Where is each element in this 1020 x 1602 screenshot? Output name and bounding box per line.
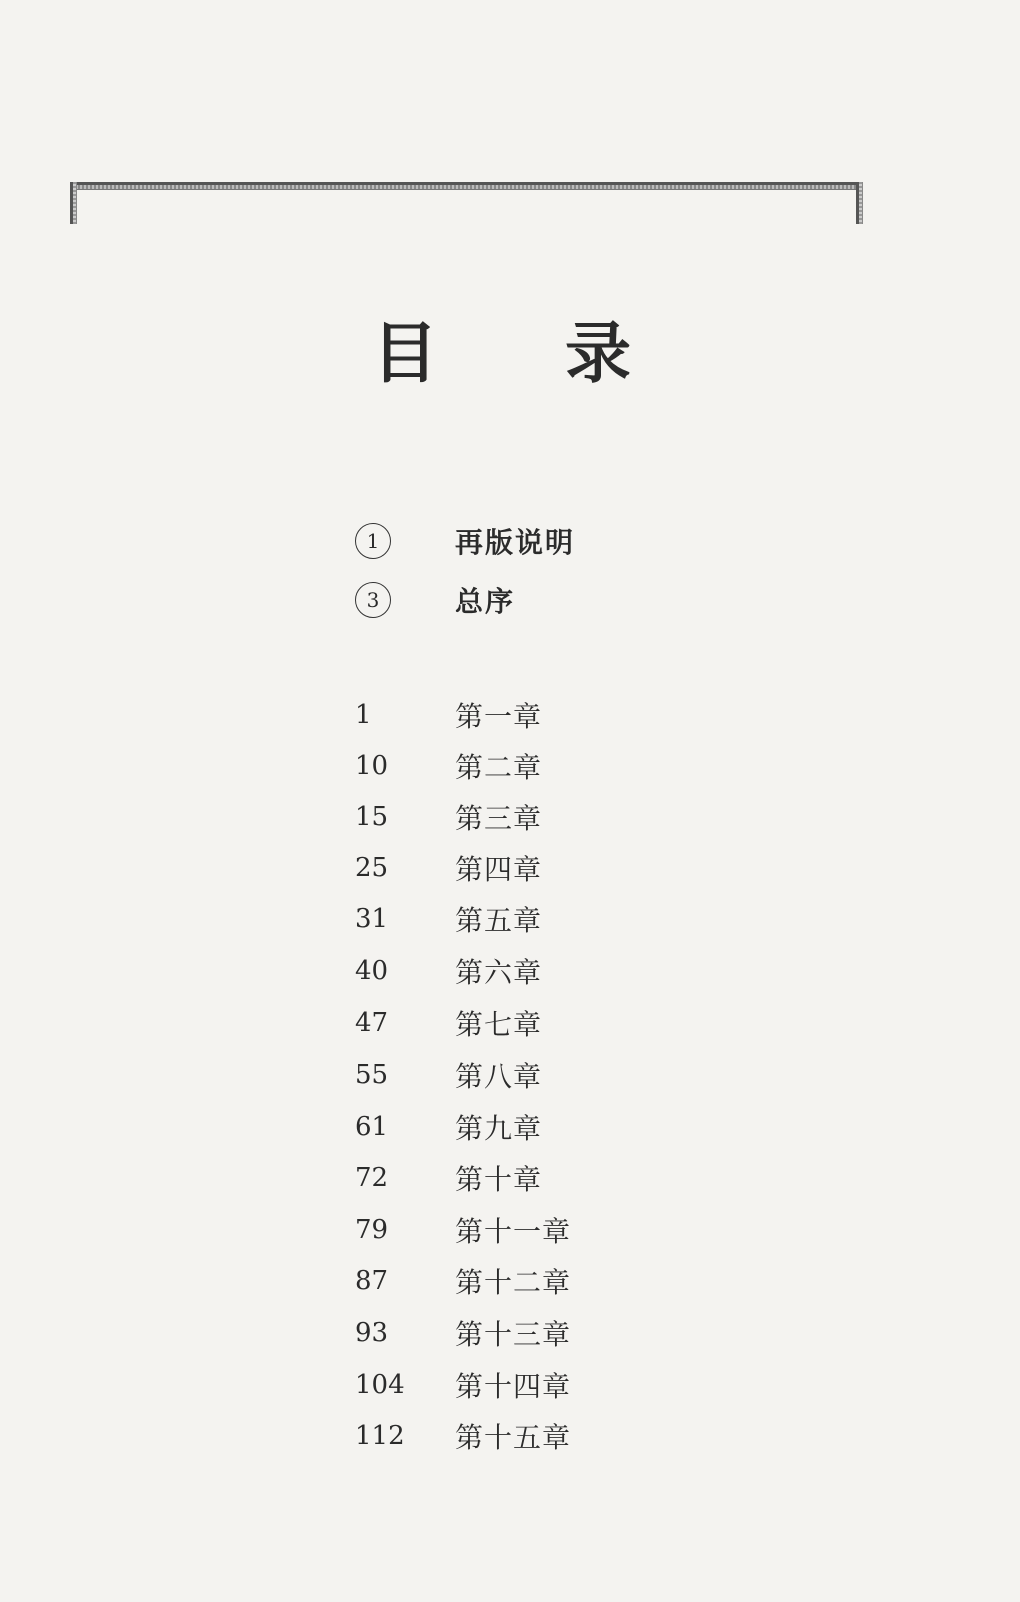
- chapter-label: 第十二章: [455, 1266, 572, 1299]
- toc-entry-chapter[interactable]: [355, 1003, 542, 1043]
- page-number: 87: [355, 1266, 389, 1296]
- chapter-label: 第十五章: [455, 1421, 572, 1454]
- frame-left-border: [70, 182, 77, 224]
- toc-entry-chapter[interactable]: [355, 1158, 542, 1198]
- toc-entry-chapter[interactable]: [355, 1261, 571, 1301]
- toc-entry-chapter[interactable]: [355, 797, 542, 837]
- page-number: 31: [355, 904, 389, 934]
- frame-right-border: [856, 182, 863, 224]
- toc-entry-chapter[interactable]: [355, 1107, 542, 1147]
- page-number: 93: [355, 1318, 389, 1348]
- toc-entry-label: 再版说明: [455, 526, 576, 559]
- chapter-label: 第十四章: [455, 1370, 572, 1403]
- chapter-label: 第九章: [455, 1112, 543, 1145]
- page-number: 47: [355, 1008, 389, 1038]
- toc-entry-chapter[interactable]: [355, 1416, 571, 1456]
- toc-entry-chapter[interactable]: [355, 951, 542, 991]
- page-number: 25: [355, 853, 389, 883]
- page-number: 61: [355, 1112, 389, 1142]
- page-number: 15: [355, 802, 389, 832]
- chapter-label: 第十一章: [455, 1215, 572, 1248]
- page-number: 10: [355, 751, 389, 781]
- toc-entry-chapter[interactable]: [355, 1210, 571, 1250]
- chapter-label: 第八章: [455, 1060, 543, 1093]
- page-number: 112: [355, 1421, 405, 1451]
- frame-top-border: [70, 182, 863, 190]
- chapter-label: 第七章: [455, 1008, 543, 1041]
- chapter-label: 第十三章: [455, 1318, 572, 1351]
- toc-entry-front-1[interactable]: [355, 521, 575, 561]
- toc-entry-chapter[interactable]: [355, 1313, 571, 1353]
- chapter-label: 第五章: [455, 904, 543, 937]
- chapter-label: 第三章: [455, 802, 543, 835]
- page-number-circled: 1: [355, 523, 391, 559]
- page-number: 40: [355, 956, 389, 986]
- page-number: 72: [355, 1163, 389, 1193]
- toc-entry-chapter[interactable]: [355, 746, 542, 786]
- page-number: 1: [355, 700, 372, 730]
- page-title: 目 录: [372, 314, 683, 392]
- chapter-label: 第四章: [455, 853, 543, 886]
- page-number-circled: 3: [355, 582, 391, 618]
- toc-entry-chapter[interactable]: [355, 1055, 542, 1095]
- toc-entry-front-2[interactable]: [355, 580, 515, 620]
- chapter-label: 第六章: [455, 956, 543, 989]
- toc-entry-chapter[interactable]: [355, 695, 542, 735]
- page-number: 79: [355, 1215, 389, 1245]
- chapter-label: 第一章: [455, 700, 543, 733]
- decorative-frame: [70, 182, 863, 224]
- toc-entry-chapter[interactable]: [355, 1365, 571, 1405]
- toc-entry-chapter[interactable]: [355, 848, 542, 888]
- toc-entry-label: 总序: [455, 585, 516, 618]
- chapter-label: 第二章: [455, 751, 543, 784]
- toc-entry-chapter[interactable]: [355, 899, 542, 939]
- chapter-label: 第十章: [455, 1163, 543, 1196]
- page-number: 55: [355, 1060, 389, 1090]
- page-number: 104: [355, 1370, 405, 1400]
